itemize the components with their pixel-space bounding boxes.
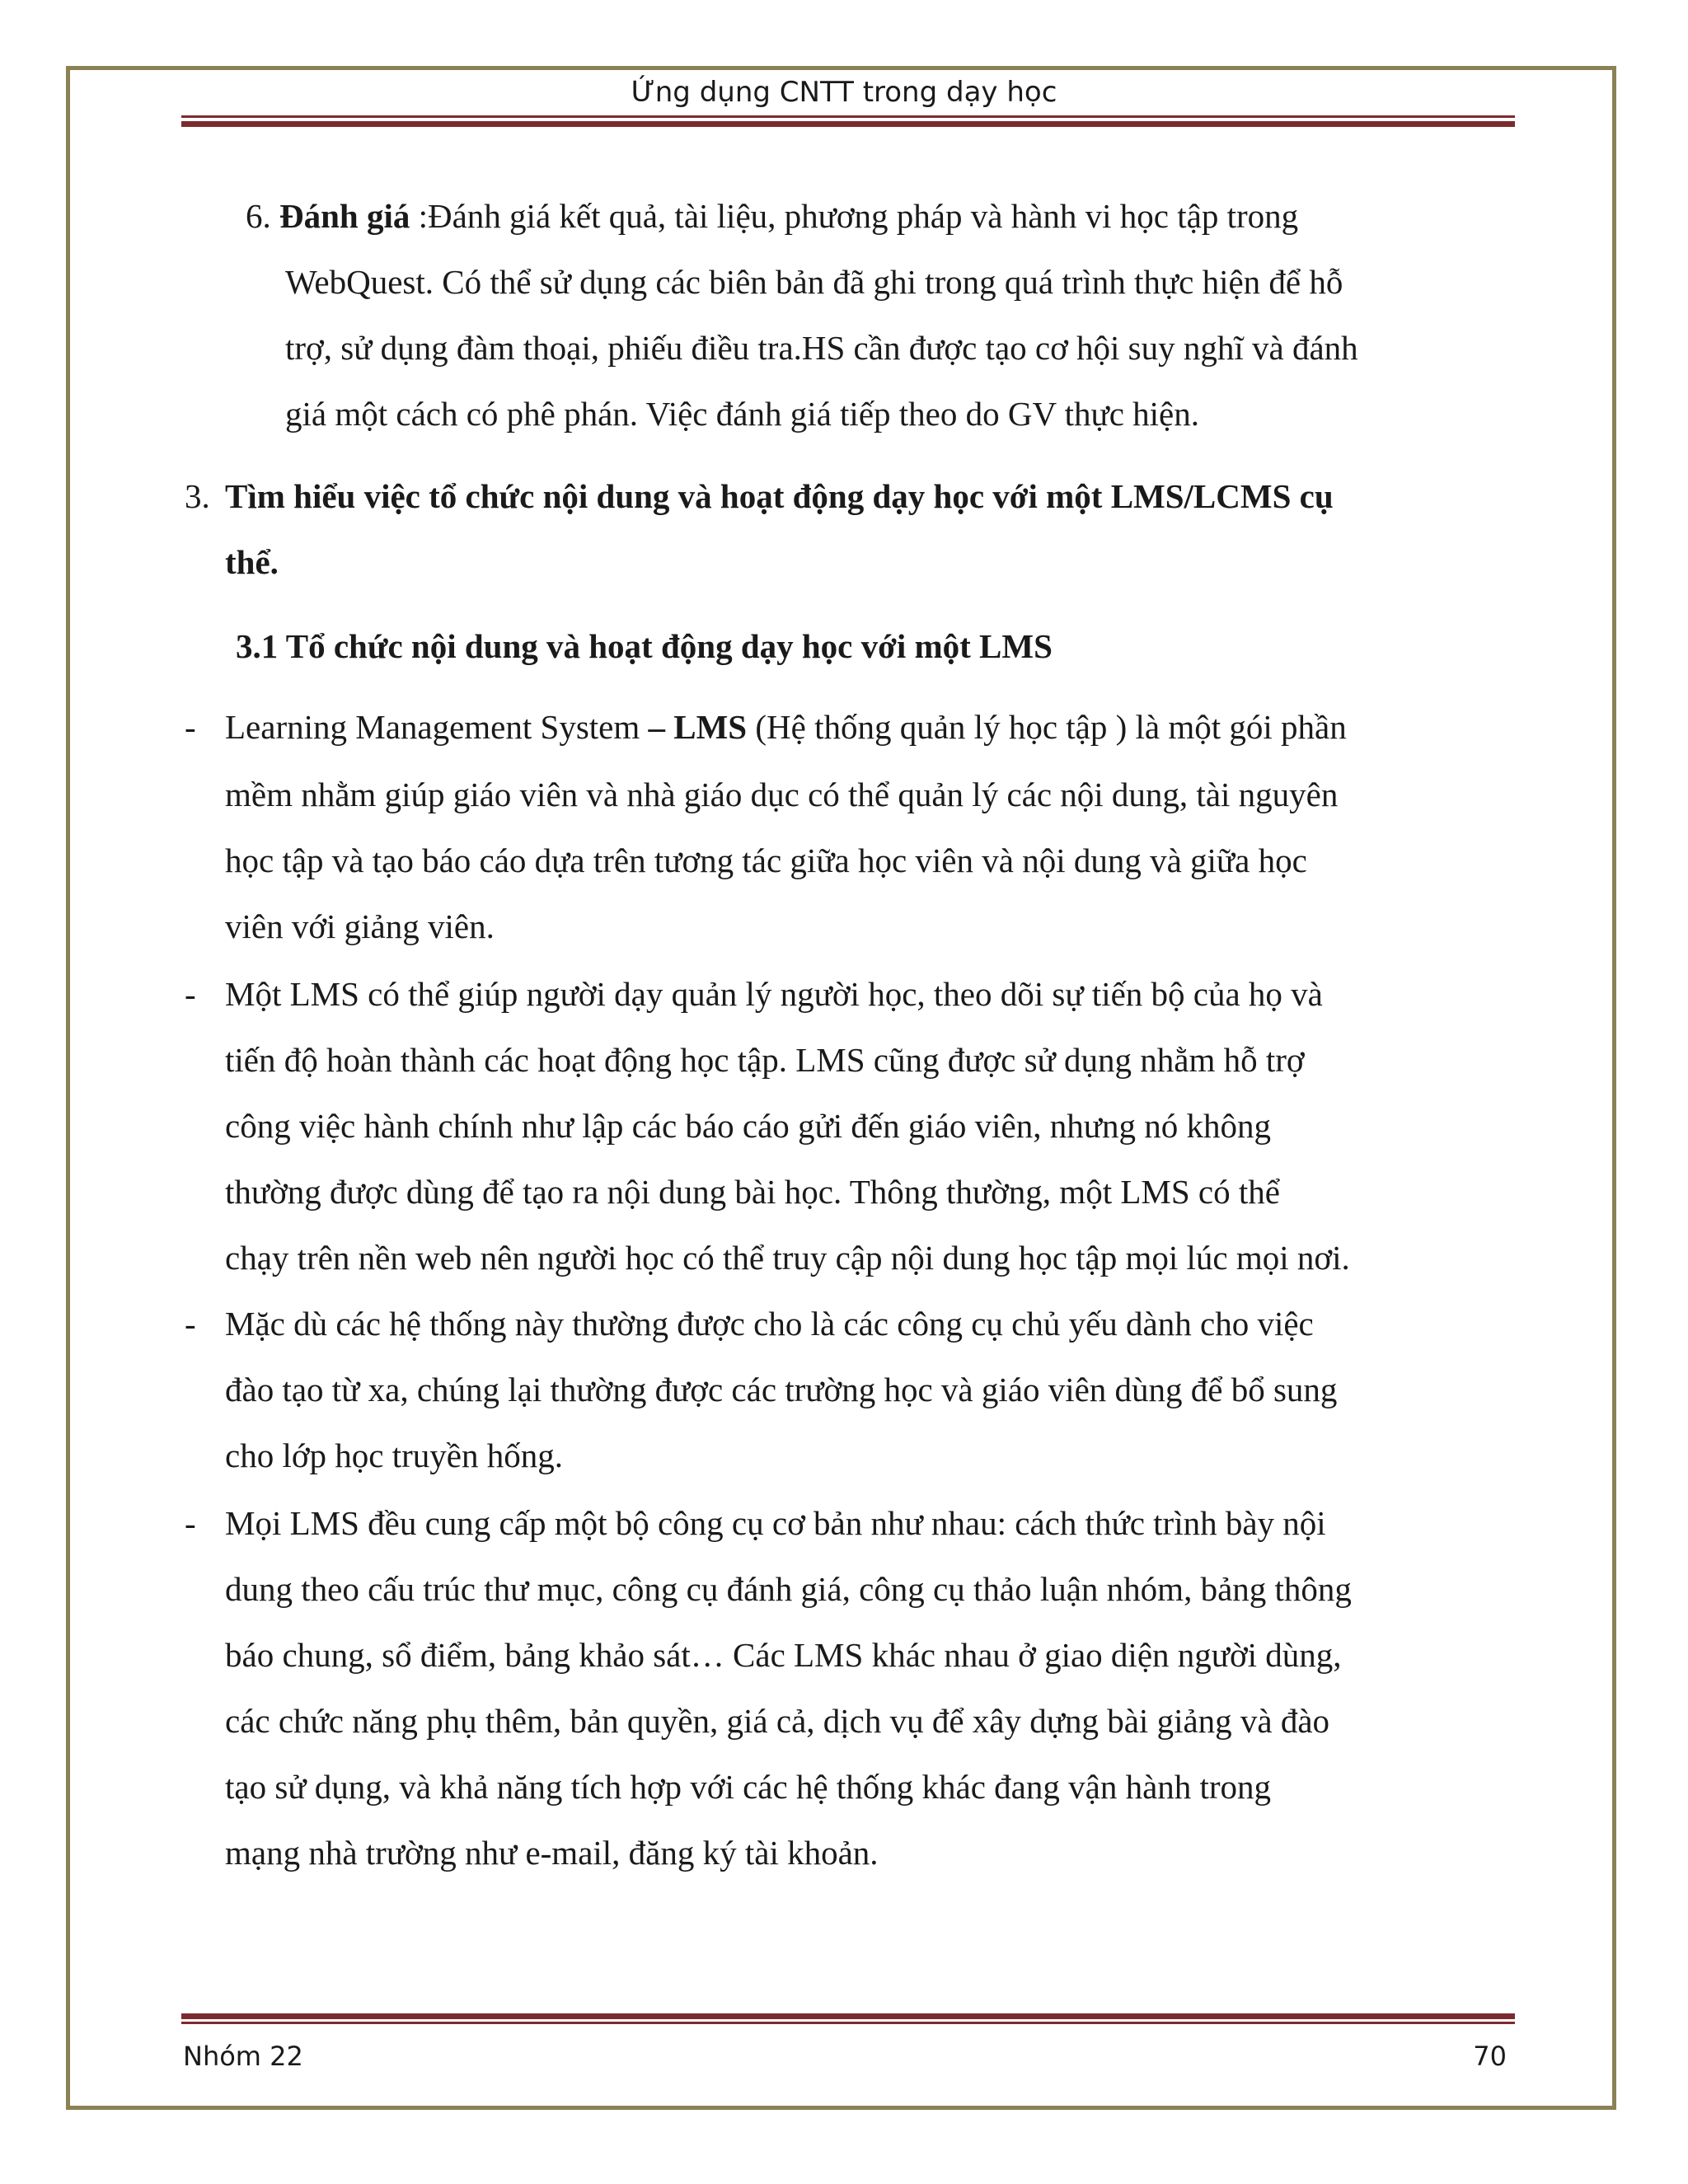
header-title: Ứng dụng CNTT trong dạy học (631, 76, 1057, 109)
section3-title-line1: Tìm hiểu việc tổ chức nội dung và hoạt động dạy học với một LMS/LCMS cụ (225, 477, 1334, 515)
footer-rule-thin (181, 2022, 1515, 2024)
bullet1-line-3: học tập và tạo báo cáo dựa trên tương tác giữa học viên và nội dung và giữa học (225, 841, 1307, 879)
item6-line-2: WebQuest. Có thể sử dụng các biên bản đã ghi trong quá trình thực hiện để hỗ (285, 263, 1343, 301)
bullet1-text-pre: Learning Management System (225, 708, 649, 746)
header-rule-thin (181, 115, 1515, 118)
item6-text: :Đánh giá kết quả, tài liệu, phương pháp và hành vi học tập trong (418, 197, 1299, 235)
bullet2-dash: - (185, 975, 196, 1013)
bullet4-dash: - (185, 1504, 196, 1542)
bullet3-dash: - (185, 1305, 196, 1343)
footer-rule-thick (181, 2013, 1515, 2019)
bullet1-text-post: (Hệ thống quản lý học tập ) là một gói phần (747, 708, 1347, 746)
bullet2-line-2: tiến độ hoàn thành các hoạt động học tập. LMS cũng được sử dụng nhằm hỗ trợ (225, 1041, 1305, 1079)
bullet4-line-6: mạng nhà trường như e-mail, đăng ký tài khoản. (225, 1834, 879, 1872)
bullet2-line-5: chạy trên nền web nên người học có thể truy cập nội dung học tập mọi lúc mọi nơi. (225, 1239, 1350, 1277)
bullet4-line-1: Mọi LMS đều cung cấp một bộ công cụ cơ bản như nhau: cách thức trình bày nội (225, 1504, 1326, 1542)
bullet4-line-3: báo chung, sổ điểm, bảng khảo sát… Các LMS khác nhau ở giao diện người dùng, (225, 1636, 1342, 1674)
bullet4-line-5: tạo sử dụng, và khả năng tích hợp với các hệ thống khác đang vận hành trong (225, 1768, 1272, 1806)
bullet1-dash: - (185, 708, 196, 746)
bullet3-line-1: Mặc dù các hệ thống này thường được cho là các công cụ chủ yếu dành cho việc (225, 1305, 1314, 1343)
section3-title-line2: thể. (225, 543, 279, 581)
item6-line-1 (246, 196, 1298, 236)
item6-line-4: giá một cách có phê phán. Việc đánh giá tiếp theo do GV thực hiện. (285, 395, 1199, 433)
bullet2-line-3: công việc hành chính như lập các báo cáo gửi đến giáo viên, nhưng nó không (225, 1107, 1271, 1145)
bullet1-line-1 (225, 707, 1347, 747)
bullet1-lms-term: – LMS (648, 708, 748, 746)
bullet3-line-3: cho lớp học truyền hống. (225, 1436, 563, 1474)
bullet3-line-2: đào tạo từ xa, chúng lại thường được các trường học và giáo viên dùng để bổ sung (225, 1371, 1338, 1408)
section31-title: 3.1 Tổ chức nội dung và hoạt động dạy học với một LMS (236, 627, 1053, 665)
bullet2-line-1: Một LMS có thể giúp người dạy quản lý người học, theo dõi sự tiến bộ của họ và (225, 975, 1323, 1013)
item6-line-3: trợ, sử dụng đàm thoại, phiếu điều tra.HS cần được tạo cơ hội suy nghĩ và đánh (285, 329, 1358, 367)
bullet4-line-2: dung theo cấu trúc thư mục, công cụ đánh giá, công cụ thảo luận nhóm, bảng thông (225, 1570, 1352, 1608)
bullet1-line-2: mềm nhằm giúp giáo viên và nhà giáo dục có thể quản lý các nội dung, tài nguyên (225, 776, 1339, 813)
section3-number: 3. (185, 477, 210, 515)
bullet4-line-4: các chức năng phụ thêm, bản quyền, giá cả, dịch vụ để xây dựng bài giảng và đào (225, 1702, 1330, 1740)
item6-number: 6. (246, 197, 271, 235)
bullet2-line-4: thường được dùng để tạo ra nội dung bài học. Thông thường, một LMS có thể (225, 1173, 1280, 1211)
bullet1-line-4: viên với giảng viên. (225, 907, 495, 945)
item6-label: Đánh giá (279, 197, 410, 235)
page-number: 70 (1473, 2041, 1507, 2072)
header-rule-thick (181, 121, 1515, 127)
footer-group: Nhóm 22 (183, 2041, 303, 2072)
